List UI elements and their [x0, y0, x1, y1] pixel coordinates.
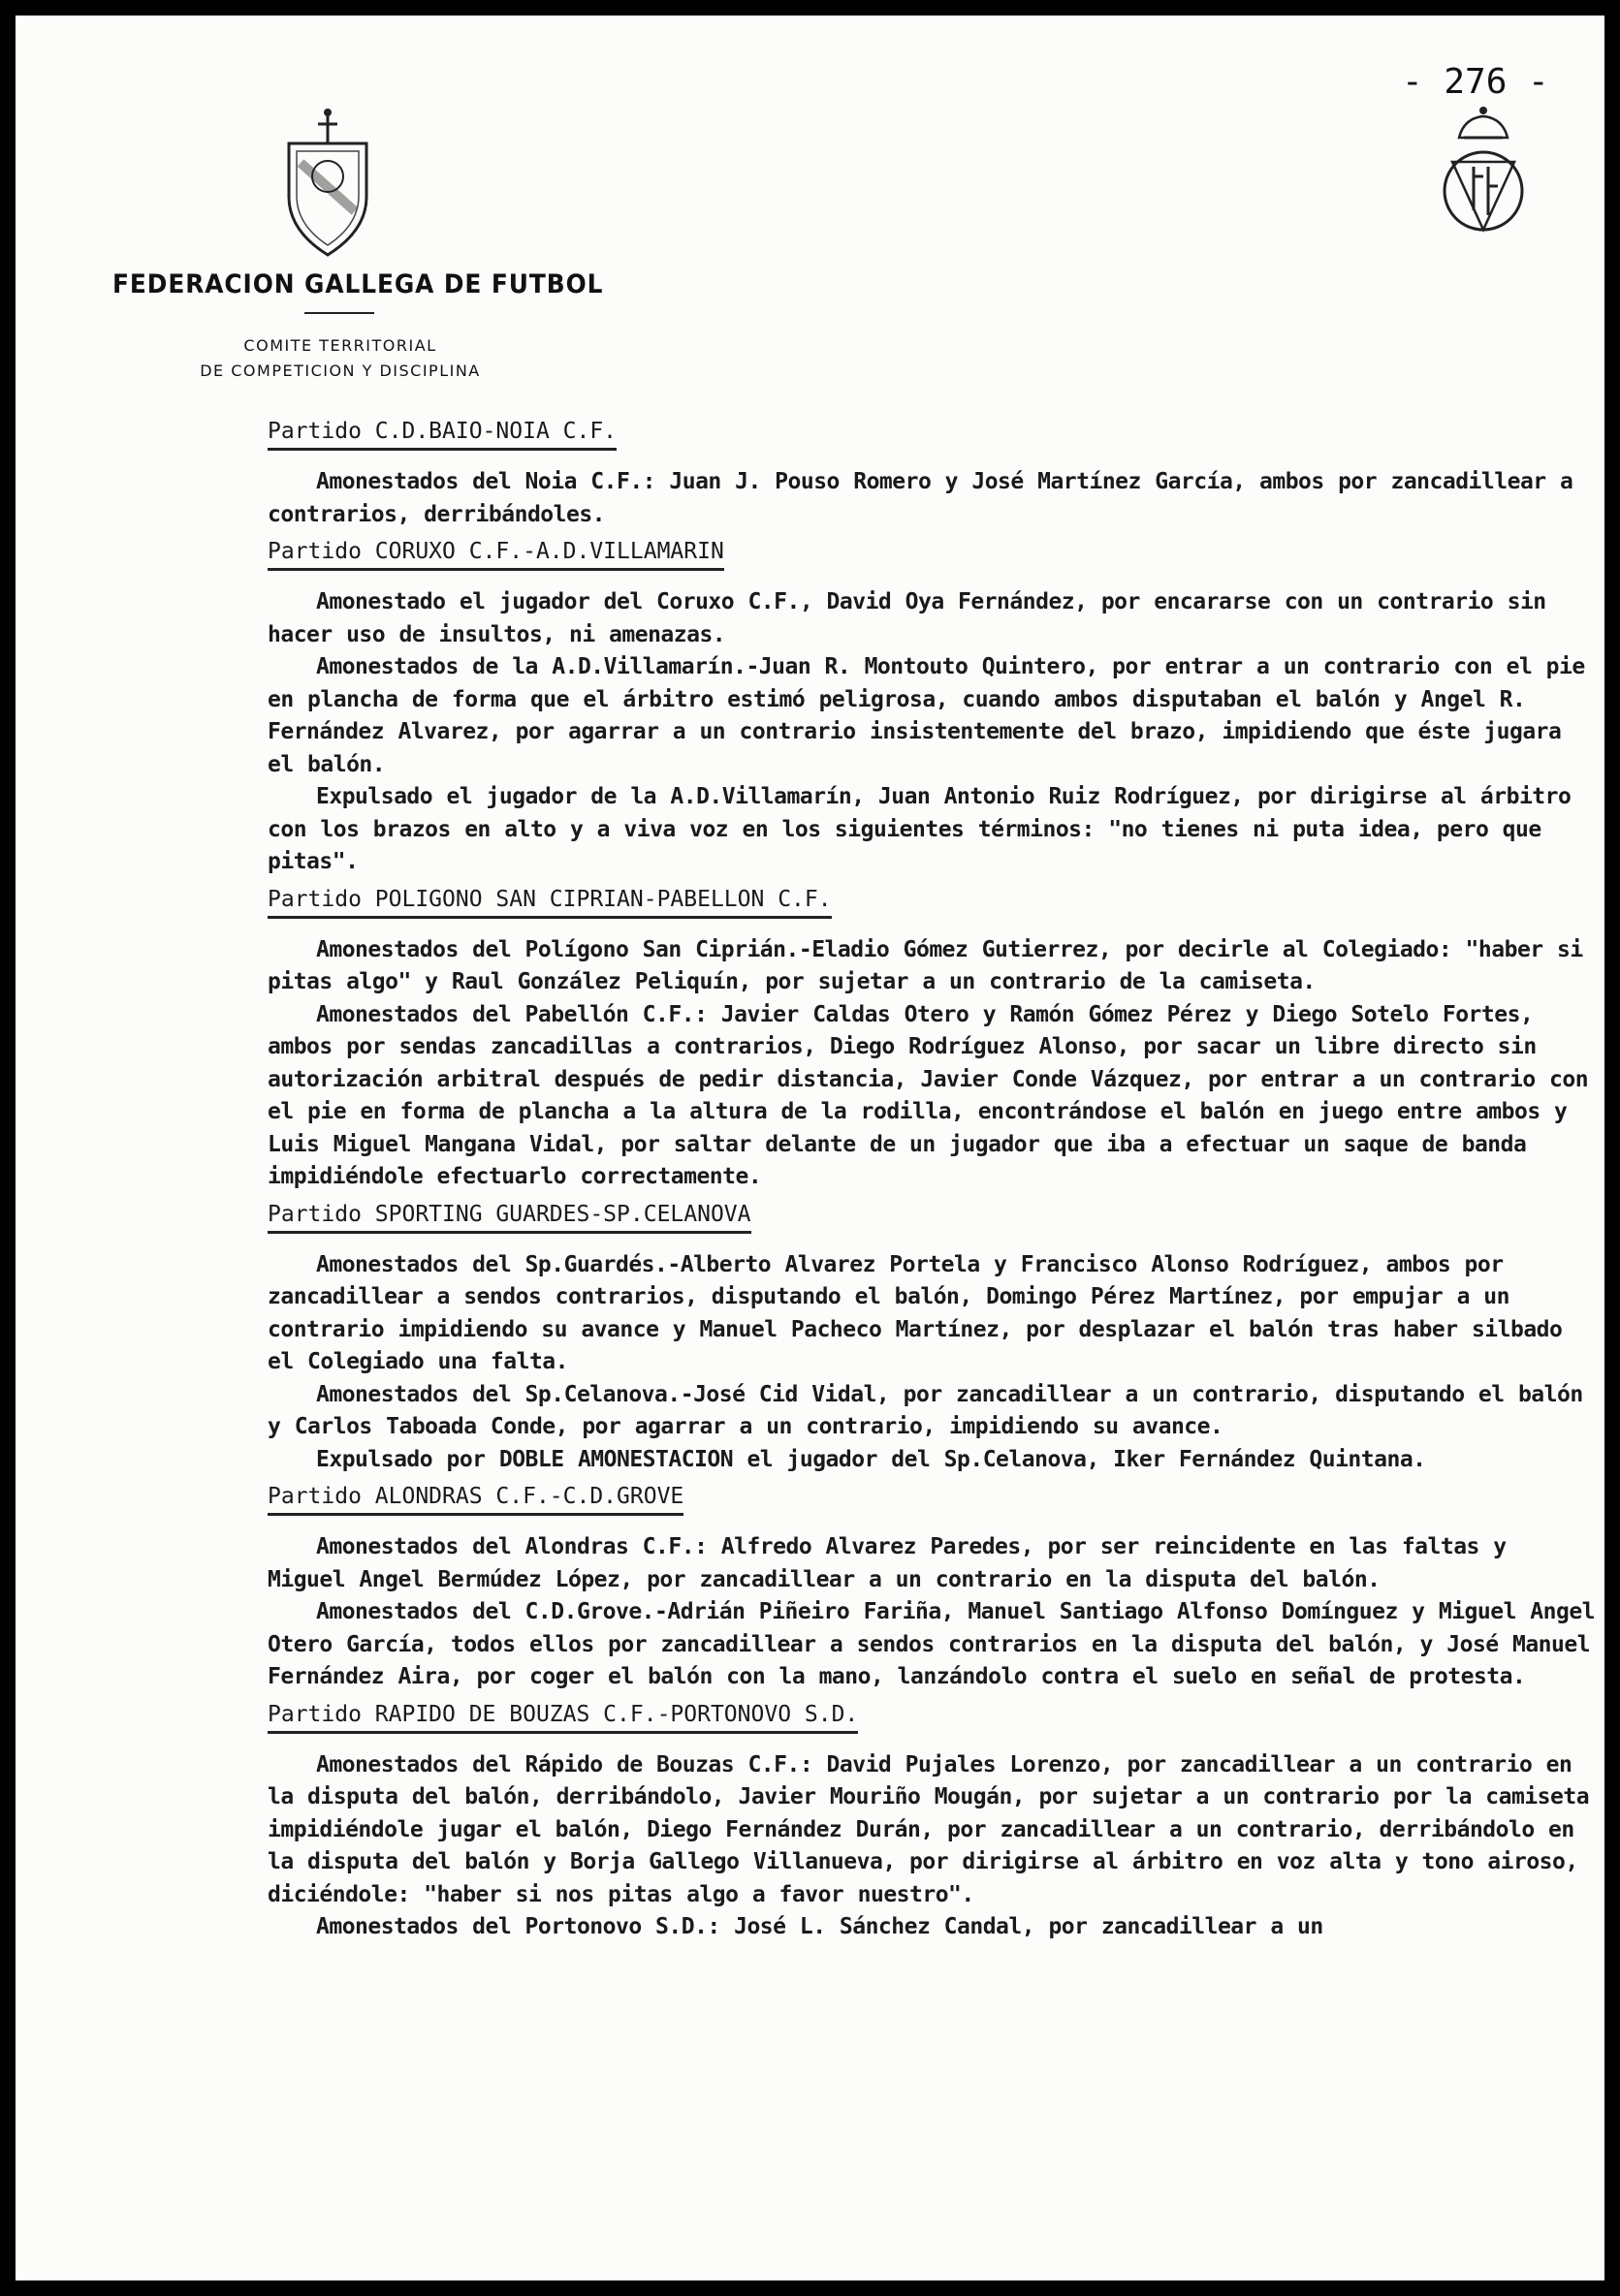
match-section	[268, 1196, 1596, 1477]
sanction-paragraph: Amonestados del Sp.Guardés.-Alberto Alvarez Portela y Francisco Alonso Rodríguez, ambos por zancadillear a sendos contrarios, disputando el balón, Domingo Pérez Martínez, por empujar a un contrario impidiendo su avance y Manuel Pacheco Martínez, por desplazar el balón tras haber silbado el Colegiado una falta.	[268, 1251, 1563, 1374]
match-title: Partido CORUXO C.F.-A.D.VILLAMARIN	[268, 537, 724, 571]
sanction-paragraph: Amonestados del Alondras C.F.: Alfredo Alvarez Paredes, por ser reincidente en las faltas y Miguel Angel Bermúdez López, por zancadillear a un contrario en la disputa del balón.	[268, 1534, 1507, 1592]
match-title: Partido SPORTING GUARDES-SP.CELANOVA	[268, 1200, 751, 1234]
sanction-paragraph: Amonestados del Pabellón C.F.: Javier Caldas Otero y Ramón Gómez Pérez y Diego Sotelo Fortes, ambos por sendas zancadillas a contrarios, Diego Rodríguez Alonso, por sacar un libre directo sin autorización arbitral después de pedir distancia, Javier Conde Vázquez, por entrar a un contrario con el pie en forma de plancha a la altura de la rodilla, encontrándose el balón en juego entre ambos y Luis Miguel Mangana Vidal, por saltar delante de un jugador que iba a efectuar un saque de banda impidiéndole efectuarlo correctamente.	[268, 1001, 1589, 1189]
sanction-paragraph: Amonestados del Portonovo S.D.: José L. Sánchez Candal, por zancadillear a un	[316, 1914, 1323, 1939]
sanction-paragraph: Expulsado por DOBLE AMONESTACION el jugador del Sp.Celanova, Iker Fernández Quintana.	[316, 1446, 1426, 1472]
match-section	[268, 533, 1596, 879]
sanction-paragraph: Amonestado el jugador del Coruxo C.F., David Oya Fernández, por encararse con un contrario sin hacer uso de insultos, ni amenazas.	[268, 589, 1546, 647]
rfef-crown-emblem	[1435, 99, 1532, 244]
match-section	[268, 413, 1596, 531]
sanction-paragraph: Expulsado el jugador de la A.D.Villamarín, Juan Antonio Ruiz Rodríguez, por dirigirse al árbitro con los brazos en alto y a viva voz en los siguientes términos: "no tienes ni puta idea, pero que pitas".	[268, 784, 1572, 874]
sanction-paragraph: Amonestados de la A.D.Villamarín.-Juan R. Montouto Quintero, por entrar a un contrario con el pie en plancha de forma que el árbitro estimó peligrosa, cuando ambos disputaban el balón y Angel R. Fernández Alvarez, por agarrar a un contrario insistentemente del brazo, impidiendo que éste jugara el balón.	[268, 654, 1585, 777]
match-section	[268, 881, 1596, 1194]
match-title: Partido RAPIDO DE BOUZAS C.F.-PORTONOVO S.D.	[268, 1700, 858, 1734]
federation-crest-logo	[279, 105, 376, 260]
header-divider	[304, 312, 374, 314]
sanction-paragraph: Amonestados del C.D.Grove.-Adrián Piñeiro Fariña, Manuel Santiago Alfonso Domínguez y Miguel Angel Otero García, todos ellos por zancadillear a sendos contrarios en la disputa del balón, y José Manuel Fernández Aira, por coger el balón con la mano, lanzándolo contra el suelo en señal de protesta.	[268, 1599, 1596, 1689]
sanction-paragraph: Amonestados del Noia C.F.: Juan J. Pouso Romero y José Martínez García, ambos por zancadillear a contrarios, derribándoles.	[268, 469, 1573, 527]
match-section	[268, 1696, 1596, 1944]
document-page	[16, 16, 1604, 2280]
page-number: - 276 -	[1402, 62, 1549, 102]
match-title: Partido ALONDRAS C.F.-C.D.GROVE	[268, 1482, 683, 1516]
match-section	[268, 1478, 1596, 1694]
match-title: Partido POLIGONO SAN CIPRIAN-PABELLON C.F.	[268, 885, 832, 919]
sanction-paragraph: Amonestados del Polígono San Ciprián.-Eladio Gómez Gutierrez, por decirle al Colegiado: "haber si pitas algo" y Raul González Peliquín, por sujetar a un contrario de la camiseta.	[268, 936, 1583, 994]
organization-name: FEDERACION GALLEGA DE FUTBOL	[112, 269, 604, 299]
sanctions-body	[268, 413, 1596, 1946]
committee-name	[132, 333, 549, 384]
sanction-paragraph: Amonestados del Sp.Celanova.-José Cid Vidal, por zancadillear a un contrario, disputando el balón y Carlos Taboada Conde, por agarrar a un contrario, impidiendo su avance.	[268, 1381, 1583, 1439]
committee-line-1: COMITE TERRITORIAL	[243, 336, 437, 355]
committee-line-2: DE COMPETICION Y DISCIPLINA	[200, 362, 481, 380]
sanction-paragraph: Amonestados del Rápido de Bouzas C.F.: David Pujales Lorenzo, por zancadillear a un contrario en la disputa del balón, derribándolo, Javier Mouriño Mougán, por sujetar a un contrario por la camiseta impidiéndole jugar el balón, Diego Fernández Durán, por zancadillear a un contrario, derribándolo en la disputa del balón y Borja Gallego Villanueva, por dirigirse al árbitro en voz alta y tono airoso, diciéndole: "haber si nos pitas algo a favor nuestro".	[268, 1751, 1590, 1907]
match-title: Partido C.D.BAIO-NOIA C.F.	[268, 417, 617, 451]
